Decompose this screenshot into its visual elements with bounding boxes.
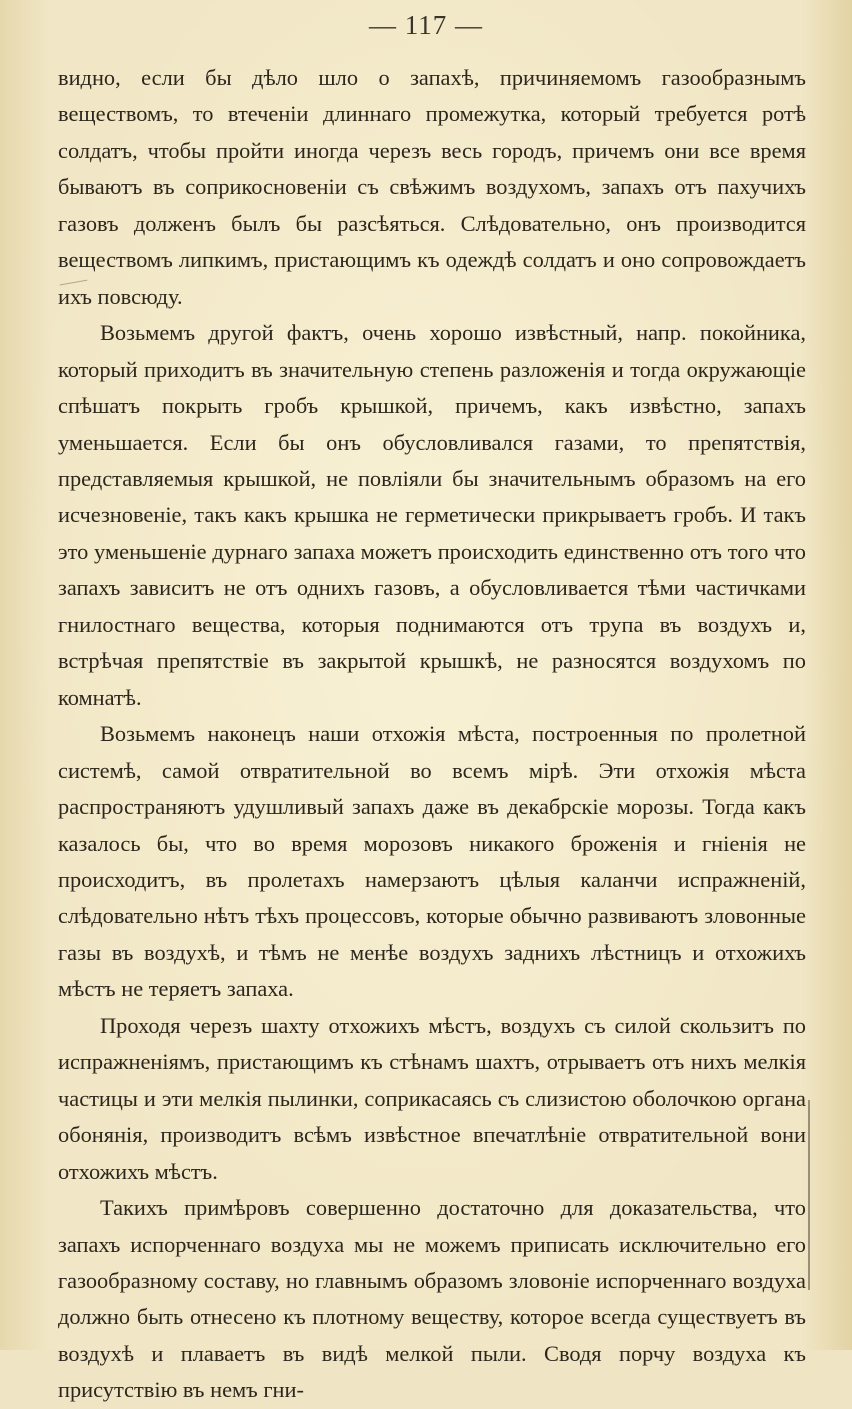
body-text bbox=[58, 60, 806, 1409]
paragraph-5: Такихъ примѣровъ совершенно достаточно для доказательства, что запахъ испорченнаго воздуха мы не можемъ приписать исключительно его газообразному составу, но главнымъ образомъ зловоніе испорченнаго воздуха должно быть отнесено къ плотному веществу, которое всегда существуетъ въ воздухѣ и плаваетъ въ видѣ мелкой пыли. Сводя порчу воздуха къ присутствію въ немъ гни- bbox=[58, 1195, 806, 1403]
paragraph-2: Возьмемъ другой фактъ, очень хорошо извѣстный, напр. покойника, который приходитъ въ значительную степень разложенія и тогда окружающіе спѣшатъ покрыть гробъ крышкой, причемъ, какъ извѣстно, запахъ уменьшается. Если бы онъ обусловливался газами, то препятствія, представляемыя крышкой, не повліяли бы значительнымъ образомъ на его исчезновеніе, такъ какъ крышка не герметически прикрываетъ гробъ. И такъ это уменьшеніе дурнаго запаха можетъ происходить единственно отъ того что запахъ зависитъ не отъ однихъ газовъ, а обусловливается тѣми частичками гнилостнаго вещества, которыя поднимаются отъ трупа въ воздухъ и, встрѣчая препятствіе въ закрытой крышкѣ, не разносятся воздухомъ по комнатѣ. bbox=[58, 320, 806, 710]
page-number: — 117 — bbox=[369, 10, 483, 40]
paragraph-4: Проходя черезъ шахту отхожихъ мѣстъ, воздухъ съ силой скользитъ по испражненіямъ, пристающимъ къ стѣнамъ шахтъ, отрываетъ отъ нихъ мелкія частицы и эти мелкія пылинки, соприкасаясь съ слизистою оболочкою органа обонянія, производитъ всѣмъ извѣстное впечатлѣніе отвратительной вони отхожихъ мѣстъ. bbox=[58, 1012, 806, 1184]
paragraph-1: видно, если бы дѣло шло о запахѣ, причиняемомъ газообразнымъ веществомъ, то втеченіи длиннаго промежутка, который требуется ротѣ солдатъ, чтобы пройти иногда черезъ весь городъ, причемъ они все время бываютъ въ соприкосновеніи съ свѣжимъ воздухомъ, запахъ отъ пахучихъ газовъ долженъ былъ бы разсѣяться. Слѣдовательно, онъ производится веществомъ липкимъ, пристающимъ къ одеждѣ солдатъ и оно сопровождаетъ ихъ повсюду. bbox=[58, 65, 806, 309]
paragraph-3: Возьмемъ наконецъ наши отхожія мѣста, построенныя по пролетной системѣ, самой отвратительной во всемъ мірѣ. Эти отхожія мѣста распространяютъ удушливый запахъ даже въ декабрскіе морозы. Тогда какъ казалось бы, что во время морозовъ никакого броженія и гніенія не происходитъ, въ пролетахъ намерзаютъ цѣлыя каланчи испражненій, слѣдовательно нѣтъ тѣхъ процессовъ, которые обычно развиваютъ зловонные газы въ воздухѣ, и тѣмъ не менѣе воздухъ заднихъ лѣстницъ и отхожихъ мѣстъ не теряетъ запаха. bbox=[58, 721, 806, 1002]
page-edge-mark bbox=[805, 1100, 810, 1290]
